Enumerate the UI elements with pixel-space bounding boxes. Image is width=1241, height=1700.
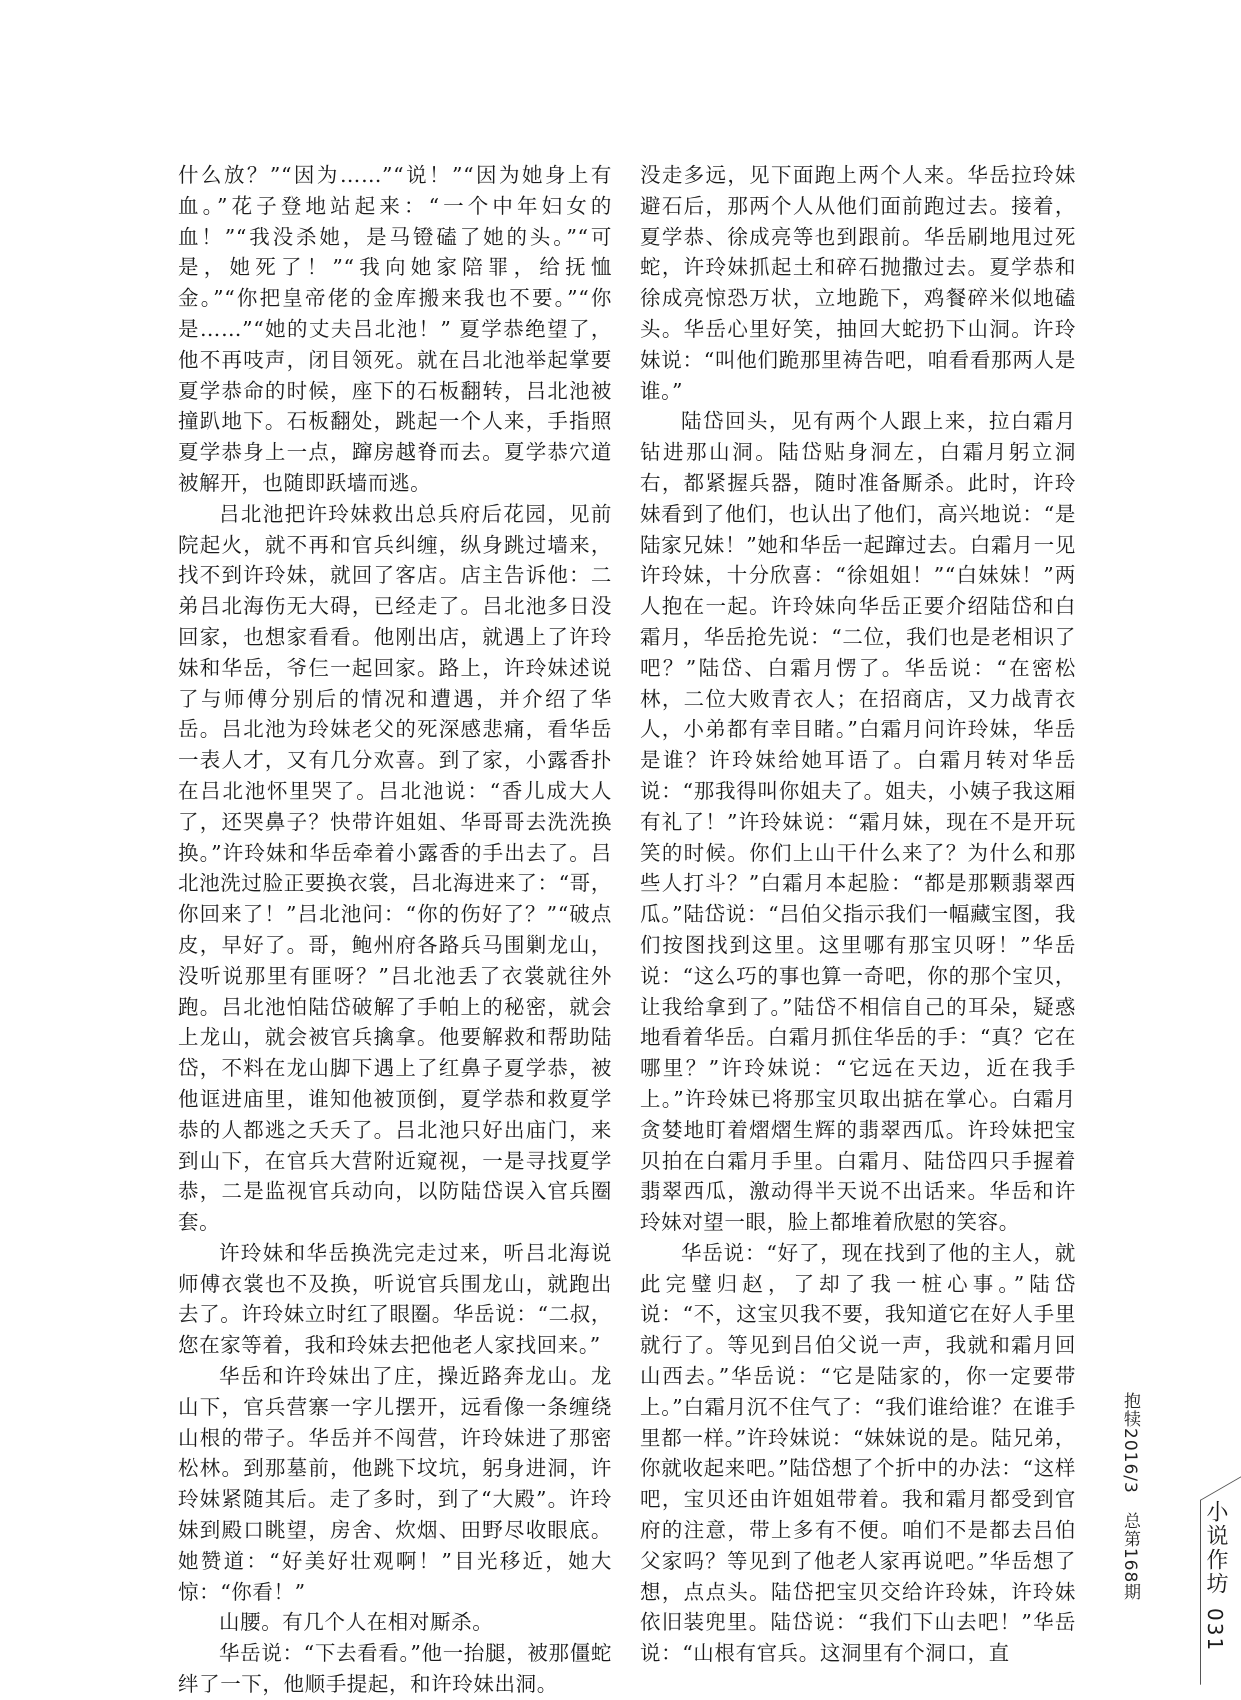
paragraph: 华岳说：“好了，现在找到了他的主人，就此完璧归赵，了却了我一桩心事。”陆岱说：“不，这宝贝我不要，我知道它在好人手里就行了。等见到吕伯父说一声，我就和霜月回山西去。”华岳说：“它是陆家的，你一定要带上。”白霜月沉不住气了：“我们谁给谁？在谁手里都一样。”许玲妹说：“妹妹说的是。陆兄弟，你就收起来吧。”陆岱想了个折中的办法：“这样吧，宝贝还由许姐姐带着。我和霜月都受到官府的注意，带上多有不便。咱们不是都去吕伯父家吗？等见到了他老人家再说吧。”华岳想了想，点点头。陆岱把宝贝交给许玲妹，许玲妹依旧装兜里。陆岱说：“我们下山去吧！”华岳说：“山根有官兵。这洞里有个洞口，直: [640, 1240, 1076, 1666]
paragraph: 没走多远，见下面跑上两个人来。华岳拉玲妹避石后，那两个人从他们面前跑过去。接着，夏学恭、徐成亮等也到跟前。华岳刷地甩过死蛇，许玲妹抓起土和碎石抛撒过去。夏学恭和徐成亮惊恐万状，立地跪下，鸡餐碎米似地磕头。华岳心里好笑，抽回大蛇扔下山洞。许玲妹说：“叫他们跪那里祷告吧，咱看看那两人是谁。”: [640, 163, 1076, 403]
journal-name: 抱犊: [1120, 1392, 1140, 1428]
total-suffix: 期: [1120, 1583, 1140, 1602]
right-text-column: [640, 160, 1076, 1669]
paragraph: 华岳说：“下去看看。”他一抬腿，被那僵蛇绊了一下，他顺手提起，和许玲妹出洞。: [178, 1641, 612, 1697]
paragraph: 陆岱回头，见有两个人跟上来，拉白霜月钻进那山洞。陆岱贴身洞左，白霜月躬立洞右，都紧握兵器，随时准备厮杀。此时，许玲妹看到了他们，也认出了他们，高兴地说：“是陆家兄妹！”她和华岳一起蹿过去。白霜月一见许玲妹，十分欣喜：“徐姐姐！”“白妹妹！”两人抱在一起。许玲妹向华岳正要介绍陆岱和白霜月，华岳抢先说：“二位，我们也是老相识了吧？”陆岱、白霜月愣了。华岳说：“在密松林，二位大败青衣人；在招商店，又力战青衣人，小弟都有幸目睹。”白霜月问许玲妹，华岳是谁？许玲妹给她耳语了。白霜月转对华岳说：“那我得叫你姐夫了。姐夫，小姨子我这厢有礼了！”许玲妹说：“霜月妹，现在不是开玩笑的时候。你们上山干什么来了？为什么和那些人打斗？”白霜月本起脸：“都是那颗翡翠西瓜。”陆岱说：“吕伯父指示我们一幅藏宝图，我们按图找到这里。这里哪有那宝贝呀！”华岳说：“这么巧的事也算一奇吧，你的那个宝贝，让我给拿到了。”陆岱不相信自己的耳朵，疑惑地看着华岳。白霜月抓住华岳的手：“真？它在哪里？”许玲妹说：“它远在天边，近在我手上。”许玲妹已将那宝贝取出掂在掌心。白霜月贪婪地盯着熠熠生辉的翡翠西瓜。许玲妹把宝贝拍在白霜月手里。白霜月、陆岱四只手握着翡翠西瓜，激动得半天说不出话来。华岳和许玲妹对望一眼，脸上都堆着欣慰的笑容。: [640, 409, 1076, 1235]
issue-date: 2016/3: [1120, 1428, 1140, 1494]
journal-info: [1118, 1392, 1142, 1601]
left-text-column: [178, 160, 612, 1700]
total-prefix: 总第: [1120, 1511, 1140, 1548]
paragraph: 山腰。有几个人在相对厮杀。: [219, 1610, 494, 1635]
paragraph: 许玲妹和华岳换洗完走过来，听吕北海说师傅衣裳也不及换，听说官兵围龙山，就跑出去了。许玲妹立时红了眼圈。华岳说：“二叔，您在家等着，我和玲妹去把他老人家找回来。”: [178, 1240, 612, 1358]
section-title: 小说作坊: [1203, 1500, 1228, 1596]
page-number: 031: [1203, 1608, 1227, 1653]
total-number: 168: [1120, 1547, 1140, 1584]
paragraph: 什么放？”“因为……”“说！”“因为她身上有血。”花子登地站起来：“一个中年妇女的血！”“我没杀她，是马镫磕了她的头。”“可是，她死了！”“我向她家陪罪，给抚恤金。”“你把皇帝佬的金库搬来我也不要。”“你是……”“她的丈夫吕北池！” 夏学恭绝望了，他不再吱声，闭目领死。就在吕北池举起掌要夏学恭命的时候，座下的石板翻转，吕北池被撞趴地下。石板翻处，跳起一个人来，手指照夏学恭身上一点，蹿房越脊而去。夏学恭穴道被解开，也随即跃墙而逃。: [178, 163, 612, 495]
paragraph: 吕北池把许玲妹救出总兵府后花园，见前院起火，就不再和官兵纠缠，纵身跳过墙来，找不到许玲妹，就回了客店。店主告诉他：二弟吕北海伤无大碍，已经走了。吕北池多日没回家，也想家看看。他刚出店，就遇上了许玲妹和华岳，爷仨一起回家。路上，许玲妹述说了与师傅分别后的情况和遭遇，并介绍了华岳。吕北池为玲妹老父的死深感悲痛，看华岳一表人才，又有几分欢喜。到了家，小露香扑在吕北池怀里哭了。吕北池说：“香儿成大人了，还哭鼻子？快带许姐姐、华哥哥去洗洗换换。”许玲妹和华岳牵着小露香的手出去了。吕北池洗过脸正要换衣裳，吕北海进来了：“哥，你回来了！”吕北池问：“你的伤好了？”“破点皮，早好了。哥，鲍州府各路兵马围剿龙山，没听说那里有匪呀？”吕北池丢了衣裳就往外跑。吕北池怕陆岱破解了手帕上的秘密，就会上龙山，就会被官兵擒拿。他要解救和帮助陆岱，不料在龙山脚下遇上了红鼻子夏学恭，被他诓进庙里，谁知他被顶倒，夏学恭和救夏学恭的人都逃之夭夭了。吕北池只好出庙门，来到山下，在官兵大营附近窥视，一是寻找夏学恭，二是监视官兵动向，以防陆岱误入官兵圈套。: [178, 501, 612, 1235]
paragraph: 华岳和许玲妹出了庄，操近路奔龙山。龙山下，官兵营寨一字儿摆开，远看像一条缠绕山根的带子。华岳并不闯营，许玲妹进了那密松林。到那墓前，他跳下坟坑，躬身进洞，许玲妹紧随其后。走了多时，到了“大殿”。许玲妹到殿口眺望，房舍、炊烟、田野尽收眼底。她赞道：“好美好壮观啊！”目光移近，她大惊：“你看！”: [178, 1364, 612, 1604]
